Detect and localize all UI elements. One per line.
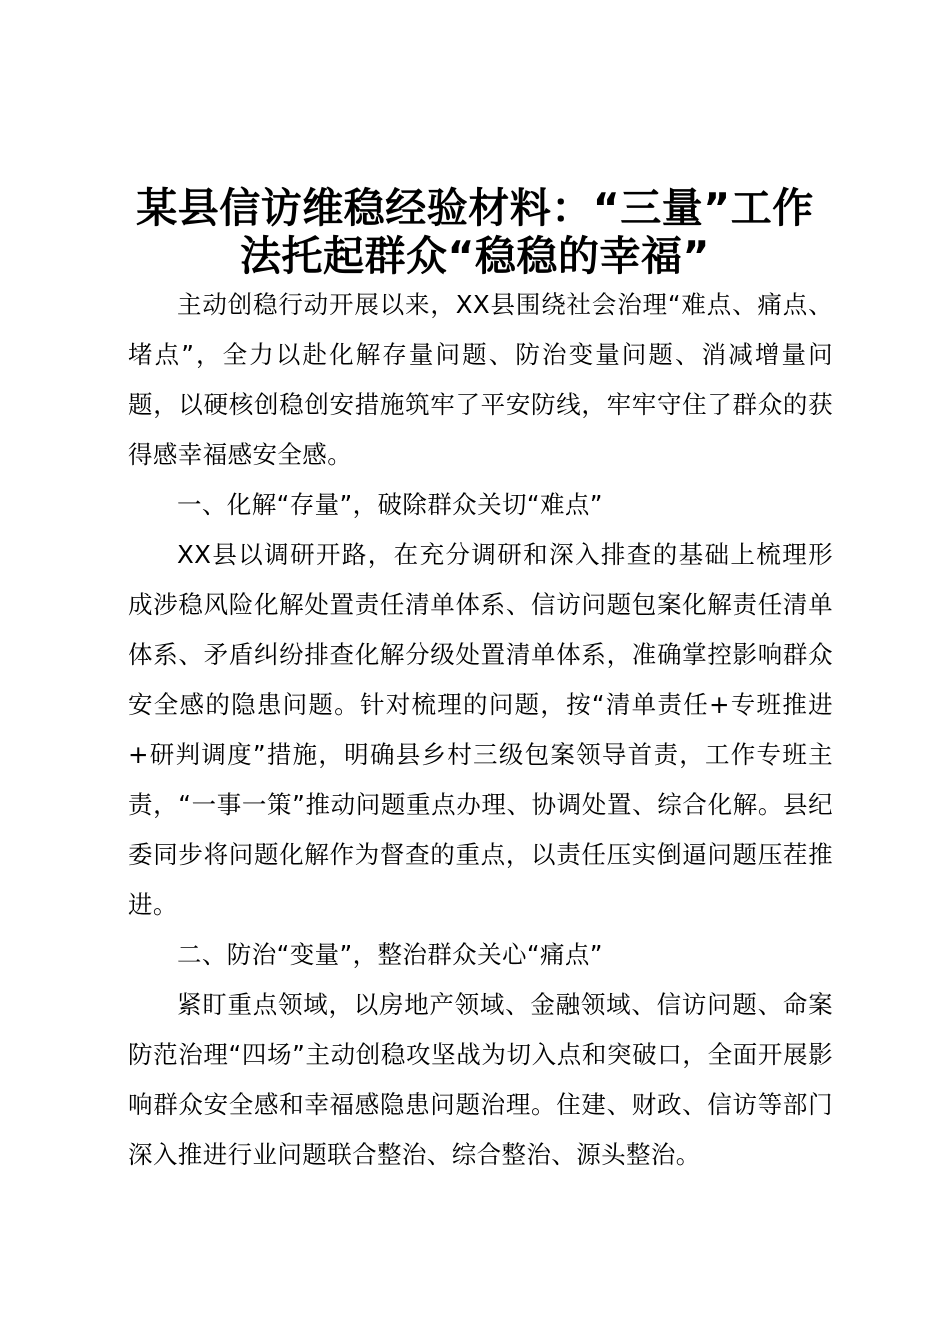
section-2-paragraph: 紧盯重点领域，以房地产领域、金融领域、信访问题、命案防范治理“四场”主动创稳攻坚战为切入点和突破口，全面开展影响群众安全感和幸福感隐患问题治理。住建、财政、信访等部门深入推进行业问题联合整治、综合整治、源头整治。 (128, 990, 833, 1169)
section-1-paragraph: XX县以调研开路，在充分调研和深入排查的基础上梳理形成涉稳风险化解处置责任清单体系、信访问题包案化解责任清单体系、矛盾纠纷排查化解分级处置清单体系，准确掌控影响群众安全感的隐患问题。针对梳理的问题，按“清单责任+专班推进+研判调度”措施，明确县乡村三级包案领导首责，工作专班主责，“一事一策”推动问题重点办理、协调处置、综合化解。县纪委同步将问题化解作为督查的重点，以责任压实倒逼问题压茬推进。 (128, 540, 833, 919)
document-body (128, 280, 833, 1180)
section-heading-1: 一、化解“存量”，破除群众关切“难点” (177, 490, 603, 519)
intro-paragraph: 主动创稳行动开展以来，XX县围绕社会治理“难点、痛点、堵点”，全力以赴化解存量问题、防治变量问题、消减增量问题，以硬核创稳创安措施筑牢了平安防线，牢牢守住了群众的获得感幸福感安全感。 (128, 290, 833, 469)
section-heading-2: 二、防治“变量”，整治群众关心“痛点” (177, 940, 603, 969)
document-title-line-1: 某县信访维稳经验材料：“三量”工作 (136, 184, 814, 232)
document-title-line-2: 法托起群众“稳稳的幸福” (240, 232, 710, 280)
